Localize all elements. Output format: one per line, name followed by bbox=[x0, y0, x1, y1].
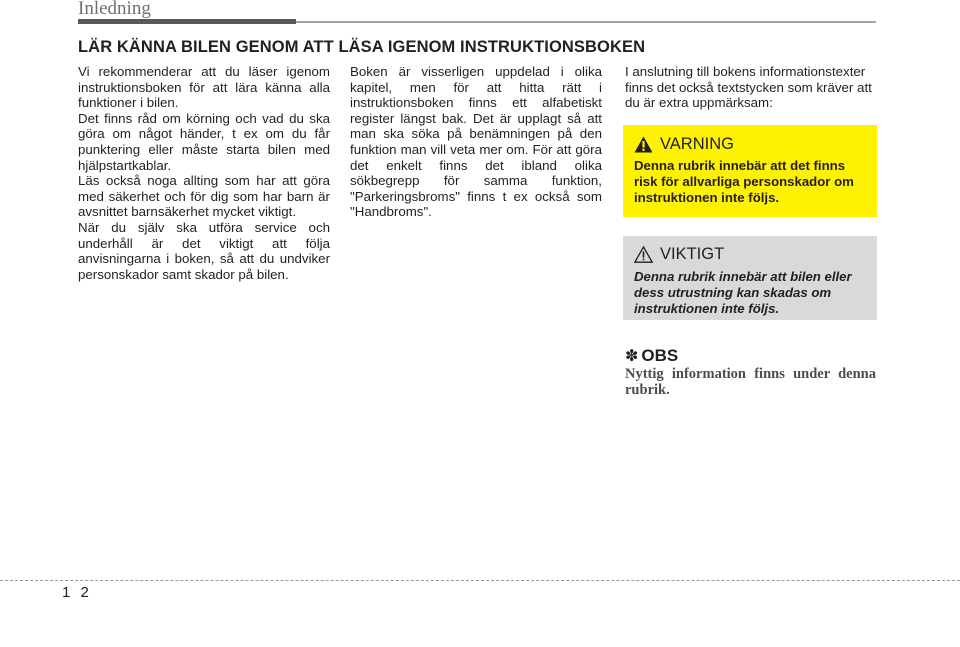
caution-heading bbox=[634, 244, 867, 264]
warning-text: Denna rubrik innebär att det finns risk för allvarliga personskador om instruktionen inte följs. bbox=[634, 158, 854, 205]
warning-heading bbox=[634, 134, 867, 154]
page-number: 1 2 bbox=[62, 584, 92, 601]
note-star-icon: ✽ bbox=[625, 348, 639, 365]
paragraph: Vi rekommenderar att du läser igenom instruktionsboken för att lära känna alla funktioner i bilen. bbox=[78, 64, 330, 111]
paragraph: Det finns råd om körning och vad du ska göra om något händer, t ex om du får punktering eller måste starta bilen med hjälpstartkablar. bbox=[78, 110, 330, 173]
paragraph: Boken är visserligen uppdelad i olika kapitel, men för att hitta rätt i instruktionsboken finns ett alfabetiskt register längst bak. Det är upplagt så att man ska söka på benämningen på den funktion man vill veta mer om. För att göra det enkelt finns det ibland olika sökbegrepp för samma funktion, "Parkeringsbroms" finns t ex också som "Handbroms". bbox=[350, 64, 602, 220]
header-bar bbox=[78, 19, 296, 24]
footer-divider bbox=[0, 580, 960, 581]
section-title: Inledning bbox=[78, 0, 151, 19]
column-2 bbox=[350, 64, 602, 220]
paragraph: Läs också noga allting som har att göra med säkerhet och för dig som har barn är avsnittet barnsäkerhet mycket viktigt. bbox=[78, 173, 330, 220]
note-heading bbox=[625, 346, 678, 366]
caution-text: Denna rubrik innebär att bilen eller dess utrustning kan skadas om instruktionen inte följs. bbox=[634, 269, 852, 316]
note-title: OBS bbox=[641, 346, 679, 365]
warning-triangle-icon bbox=[634, 136, 653, 153]
paragraph: När du själv ska utföra service och underhåll är det viktigt att följa anvisningarna i boken, så att du undviker personskador samt skador på bilen. bbox=[78, 219, 330, 282]
page-heading: LÄR KÄNNA BILEN GENOM ATT LÄSA IGENOM INSTRUKTIONSBOKEN bbox=[78, 38, 646, 56]
caution-title: VIKTIGT bbox=[660, 245, 725, 263]
caution-box bbox=[623, 236, 877, 320]
header-rule bbox=[296, 21, 876, 23]
column-1 bbox=[78, 64, 330, 282]
caution-triangle-icon bbox=[634, 246, 653, 263]
note-text: Nyttig information finns under denna rubrik. bbox=[625, 366, 876, 398]
column-3-intro: I anslutning till bokens informationstexter finns det också textstycken som kräver att du är extra uppmärksam: bbox=[625, 64, 872, 111]
warning-title: VARNING bbox=[660, 135, 734, 153]
warning-box bbox=[623, 125, 877, 217]
